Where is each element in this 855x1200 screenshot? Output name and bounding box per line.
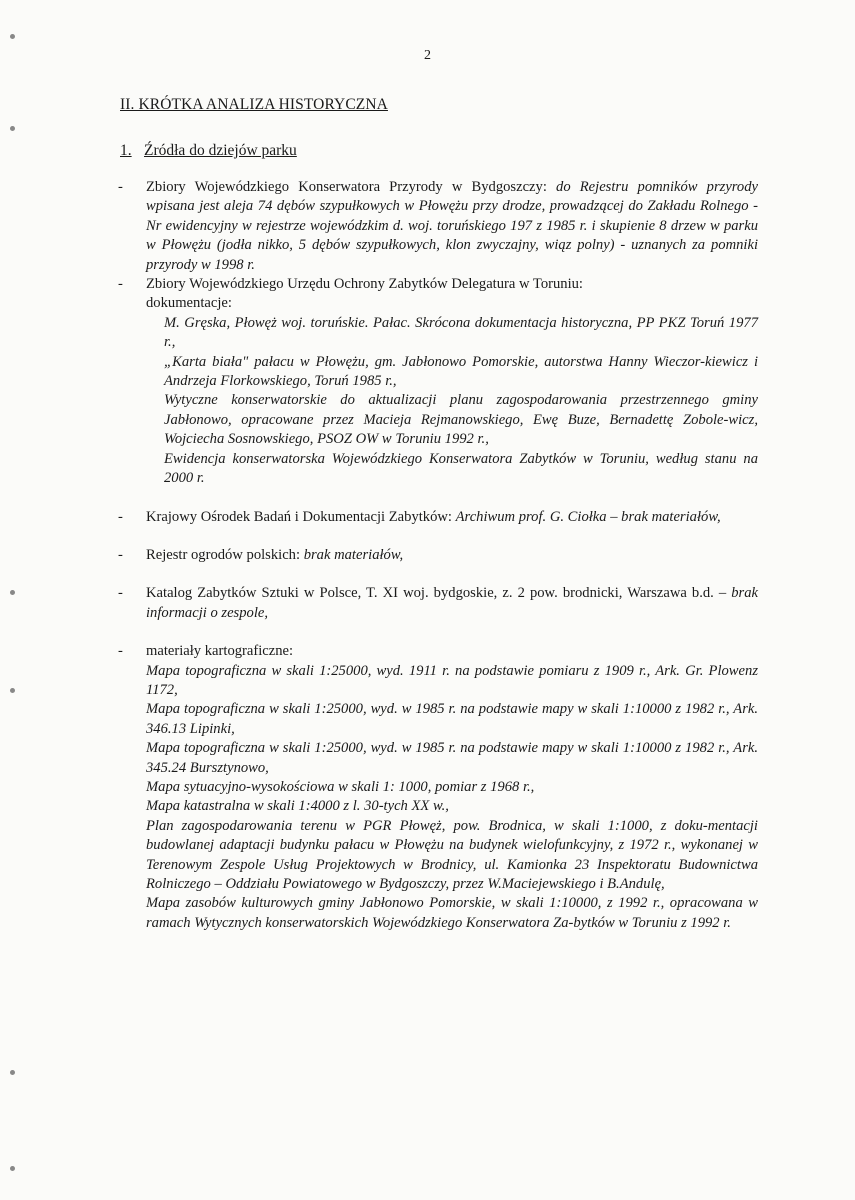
list-item: - Katalog Zabytków Sztuki w Polsce, T. XI woj. bydgoskie, z. 2 pow. brodnicki, Warszawa b.d. – brak informacji o zespole,: [118, 585, 758, 621]
subsection-number: 1.: [120, 142, 132, 159]
margin-mark: [10, 688, 16, 694]
map-item: Mapa katastralna w skali 1:4000 z l. 30-tych XX w.,: [146, 798, 449, 815]
entry-lead: materiały kartograficzne:: [146, 643, 294, 660]
map-item: Mapa zasobów kulturowych gminy Jabłonowo Pomorskie, w skali 1:10000, z 1992 r., opracowana w ramach Wytycznych konserwatorskich Wojewódzkiego Konserwatora Za-bytków w Toruniu z 1992 r.: [146, 895, 758, 931]
margin-mark: [10, 590, 16, 596]
list-item: - Krajowy Ośrodek Badań i Dokumentacji Zabytków: Archiwum prof. G. Ciołka – brak materiałów,: [118, 508, 721, 525]
entry-lead: Zbiory Wojewódzkiego Urzędu Ochrony Zabytków Delegatura w Toruniu:: [146, 276, 583, 293]
margin-mark: [10, 126, 16, 132]
subsection-text: Źródła do dziejów parku: [144, 142, 297, 159]
entry-italic: brak materiałów,: [303, 546, 404, 563]
list-item: - Rejestr ogrodów polskich: brak materiałów,: [118, 546, 404, 563]
section-title: II. KRÓTKA ANALIZA HISTORYCZNA: [120, 96, 388, 113]
entry-italic: do Rejestru pomników przyrody wpisana jest aleja 74 dębów szypułkowych w Płowężu przy drodze, prowadzącej do Zakładu Rolnego - Nr ewidencyjny w rejestrze wojewódzkim d. woj. toruńskiego 197 z 1985 r. i skupienie 8 drzew w parku w Płowężu (jodła nikko, 5 dębów szypułkowych, klon zwyczajny, wiąz polny) - uznanych za pomniki przyrody w 1998 r.: [146, 179, 759, 273]
map-item: Mapa topograficzna w skali 1:25000, wyd. w 1985 r. na podstawie mapy w skali 1:10000 z 1982 r., Ark. 345.24 Bursztynowo,: [146, 740, 758, 776]
entry-lead: Zbiory Wojewódzkiego Konserwatora Przyrody w Bydgoszczy:: [146, 179, 557, 195]
entry-italic: Archiwum prof. G. Ciołka – brak materiałów,: [455, 508, 721, 525]
map-item: Mapa topograficzna w skali 1:25000, wyd. 1911 r. na podstawie pomiaru z 1909 r., Ark. Gr. Plowenz 1172,: [146, 662, 758, 698]
entry-italic: brak informacji o zespole,: [146, 585, 758, 621]
entry-label: dokumentacje:: [146, 295, 232, 312]
sources-list: [118, 178, 758, 933]
margin-mark: [10, 1070, 16, 1076]
list-item: - materiały kartograficzne: Mapa topograficzna w skali 1:25000, wyd. 1911 r. na podstawie pomiaru z 1909 r., Ark. Gr. Plowenz 1172, Mapa topograficzna w skali 1:25000, wyd. w 1985 r. na podstawie mapy w skali 1:10000 z 1982 r., Ark. 346.13 Lipinki, Mapa topograficzna w skali 1:25000, wyd. w 1985 r. na podstawie mapy w skali 1:10000 z 1982 r., Ark. 345.24 Bursztynowo, Mapa sytuacyjno-wysokościowa w skali 1: 1000, pomiar z 1968 r., Mapa katastralna w skali 1:4000 z l. 30-tych XX w., Plan zagospodarowania terenu w PGR Płowęż, pow. Brodnica, w skali 1:1000, z doku-mentacji budowlanej adaptacji budynku pałacu w Płowężu na budynek wielofunkcyjny, z 1972 r., wykonanej w Terenowym Zespole Usług Projektowych w Brodnicy, ul. Kamionka 23 Inspektoratu Budownictwa Rolniczego – Oddziału Powiatowego w Bydgoszczy, przez W.Maciejewskiego i B.Andulę, Mapa zasobów kulturowych gminy Jabłonowo Pomorskie, w skali 1:10000, z 1992 r., opracowana w ramach Wytycznych konserwatorskich Wojewódzkiego Konserwatora Za-bytków w Toruniu z 1992 r.: [118, 642, 758, 933]
entry-lead: Krajowy Ośrodek Badań i Dokumentacji Zabytków:: [146, 508, 456, 525]
entry-lead: Rejestr ogrodów polskich:: [146, 546, 304, 563]
map-item: Mapa topograficzna w skali 1:25000, wyd. w 1985 r. na podstawie mapy w skali 1:10000 z 1982 r., Ark. 346.13 Lipinki,: [146, 701, 758, 737]
entry-lead: Katalog Zabytków Sztuki w Polsce, T. XI woj. bydgoskie, z. 2 pow. brodnicki, Warszawa b.d. –: [146, 585, 732, 602]
doc-item: M. Gręska, Płowęż woj. toruńskie. Pałac. Skrócona dokumentacja historyczna, PP PKZ Toruń 1977 r.,: [164, 314, 758, 351]
doc-item: „Karta biała" pałacu w Płowężu, gm. Jabłonowo Pomorskie, autorstwa Hanny Wieczor-kiewicz i Andrzeja Florkowskiego, Toruń 1985 r.,: [164, 353, 758, 390]
subsection-title: [120, 142, 297, 160]
map-item: Plan zagospodarowania terenu w PGR Płowęż, pow. Brodnica, w skali 1:1000, z doku-mentacji budowlanej adaptacji budynku pałacu w Płowężu na budynek wielofunkcyjny, z 1972 r., wykonanej w Terenowym Zespole Usług Projektowych w Brodnicy, ul. Kamionka 23 Inspektoratu Budownictwa Rolniczego – Oddziału Powiatowego w Bydgoszczy, przez W.Maciejewskiego i B.Andulę,: [146, 817, 758, 892]
page-number: 2: [424, 48, 431, 63]
list-item: - Zbiory Wojewódzkiego Urzędu Ochrony Zabytków Delegatura w Toruniu: dokumentacje: M. Gręska, Płowęż woj. toruńskie. Pałac. Skrócona dokumentacja historyczna, PP PKZ Toruń 1977 r., „Karta biała" pałacu w Płowężu, gm. Jabłonowo Pomorskie, autorstwa Hanny Wieczor-kiewicz i Andrzeja Florkowskiego, Toruń 1985 r., Wytyczne konserwatorskie do aktualizacji planu zagospodarowania przestrzennego gminy Jabłonowo, opracowane przez Macieja Rejmanowskiego, Ewę Buze, Bernadettę Zobole-wicz, Wojciecha Sosnowskiego, PSOZ OW w Toruniu 1992 r., Ewidencja konserwatorska Wojewódzkiego Konserwatora Zabytków w Toruniu, według stanu na 2000 r.: [118, 275, 758, 488]
map-item: Mapa sytuacyjno-wysokościowa w skali 1: 1000, pomiar z 1968 r.,: [146, 778, 535, 795]
doc-item: Wytyczne konserwatorskie do aktualizacji planu zagospodarowania przestrzennego gminy Jabłonowo, opracowane przez Macieja Rejmanowskiego, Ewę Buze, Bernadettę Zobole-wicz, Wojciecha Sosnowskiego, PSOZ OW w Toruniu 1992 r.,: [164, 392, 758, 448]
doc-item: Ewidencja konserwatorska Wojewódzkiego Konserwatora Zabytków w Toruniu, według stanu na 2000 r.: [164, 450, 758, 487]
margin-mark: [10, 34, 16, 40]
margin-mark: [10, 1166, 16, 1172]
list-item: - Zbiory Wojewódzkiego Konserwatora Przyrody w Bydgoszczy: do Rejestru pomników przyrody wpisana jest aleja 74 dębów szypułkowych w Płowężu przy drodze, prowadzącej do Zakładu Rolnego - Nr ewidencyjny w rejestrze wojewódzkim d. woj. toruńskiego 197 z 1985 r. i skupienie 8 drzew w parku w Płowężu (jodła nikko, 5 dębów szypułkowych, klon zwyczajny, wiąz polny) - uznanych za pomniki przyrody w 1998 r.: [118, 179, 759, 273]
